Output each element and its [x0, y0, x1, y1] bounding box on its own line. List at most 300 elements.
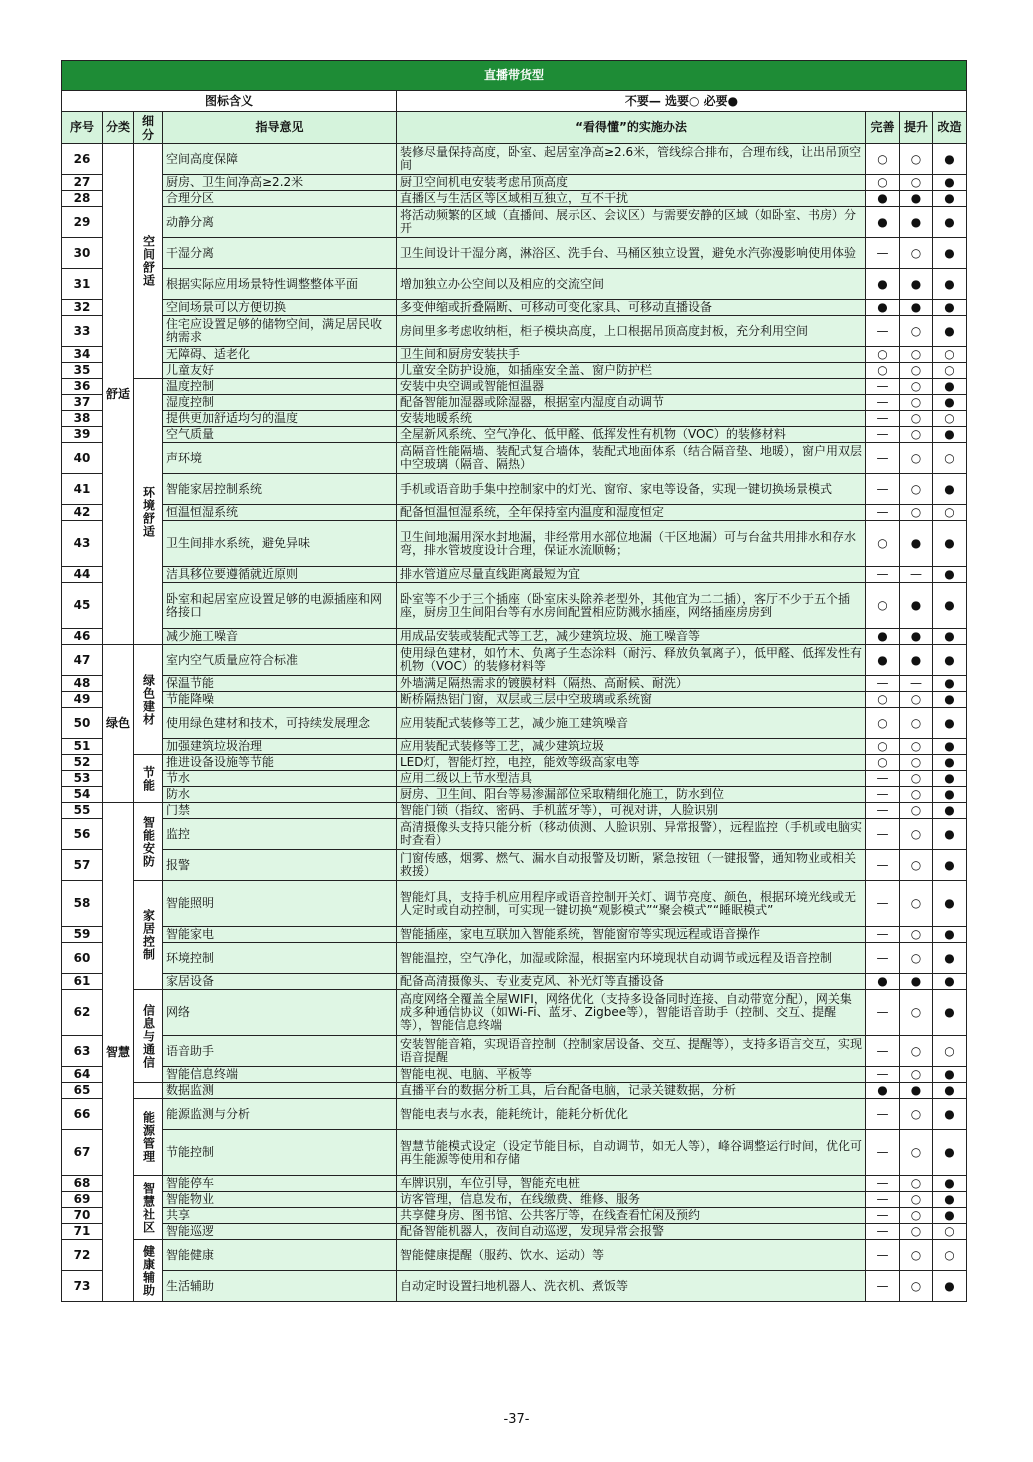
table-row	[62, 1240, 967, 1271]
mark-upgrade: —	[900, 567, 933, 583]
table-row	[62, 755, 967, 771]
guide-cell: 共享	[163, 1208, 397, 1224]
method-cell: 卫生间地漏用深水封地漏，非经常用水部位地漏（干区地漏）可与台盆共用排水和存水弯，排水管坡度设计合理，保证水流顺畅；	[397, 521, 866, 567]
header-renovate: 改造	[933, 112, 967, 144]
table-row	[62, 1036, 967, 1067]
row-number: 26	[62, 144, 103, 175]
subcategory-cell	[134, 1083, 163, 1099]
header-upgrade: 提升	[900, 112, 933, 144]
guide-cell: 厨房、卫生间净高≥2.2米	[163, 175, 397, 191]
table-row	[62, 474, 967, 505]
mark-renovate: ○	[933, 363, 967, 379]
mark-upgrade: ●	[900, 629, 933, 645]
mark-perfect: —	[866, 1176, 900, 1192]
mark-renovate: ●	[933, 708, 967, 739]
subcategory-cell: 信息与通信	[134, 990, 163, 1083]
mark-upgrade: ○	[900, 1192, 933, 1208]
guide-cell: 卫生间排水系统，避免异味	[163, 521, 397, 567]
mark-perfect: —	[866, 411, 900, 427]
mark-perfect: —	[866, 1192, 900, 1208]
guide-cell: 恒温恒湿系统	[163, 505, 397, 521]
mark-perfect: —	[866, 1130, 900, 1176]
legend-row	[62, 91, 967, 112]
mark-upgrade: ○	[900, 427, 933, 443]
mark-perfect: —	[866, 881, 900, 927]
guide-cell: 网络	[163, 990, 397, 1036]
guide-cell: 智能巡逻	[163, 1224, 397, 1240]
row-number: 44	[62, 567, 103, 583]
guide-cell: 智能家居控制系统	[163, 474, 397, 505]
mark-renovate: ●	[933, 819, 967, 850]
guide-cell: 保温节能	[163, 676, 397, 692]
mark-renovate: ●	[933, 692, 967, 708]
mark-renovate: ●	[933, 927, 967, 943]
guide-table-sheet	[61, 60, 966, 1302]
header-no: 序号	[62, 112, 103, 144]
guide-cell: 推进设备设施等节能	[163, 755, 397, 771]
method-cell: 高隔音性能隔墙、装配式复合墙体，装配式地面体系（结合隔音垫、地暖），窗户用双层中空玻璃（隔音、隔热）	[397, 443, 866, 474]
row-number: 50	[62, 708, 103, 739]
mark-perfect: —	[866, 1271, 900, 1302]
mark-perfect: ○	[866, 347, 900, 363]
guide-cell: 洁具移位要遵循就近原则	[163, 567, 397, 583]
table-row	[62, 943, 967, 974]
row-number: 60	[62, 943, 103, 974]
mark-upgrade: ○	[900, 395, 933, 411]
header-subcategory: 细分	[134, 112, 163, 144]
method-cell: 卧室等不少于三个插座（卧室床头除养老型外，其他宜为二二插），客厅不少于五个插座，厨房卫生间阳台等有水房间配置相应防溅水插座，网络插座房房到	[397, 583, 866, 629]
guide-cell: 生活辅助	[163, 1271, 397, 1302]
table-row	[62, 1271, 967, 1302]
method-cell: 智能电视、电脑、平板等	[397, 1067, 866, 1083]
method-cell: 装修尽量保持高度，卧室、起居室净高≥2.6米，管线综合排布，合理布线，让出吊顶空间	[397, 144, 866, 175]
row-number: 54	[62, 787, 103, 803]
mark-upgrade: ○	[900, 850, 933, 881]
mark-perfect: ●	[866, 1083, 900, 1099]
method-cell: 访客管理，信息发布，在线缴费、维修、服务	[397, 1192, 866, 1208]
table-row	[62, 144, 967, 175]
row-number: 33	[62, 316, 103, 347]
row-number: 59	[62, 927, 103, 943]
mark-perfect: —	[866, 505, 900, 521]
method-cell: 全屋新风系统、空气净化、低甲醛、低挥发性有机物（VOC）的装修材料	[397, 427, 866, 443]
mark-renovate: ●	[933, 850, 967, 881]
row-number: 56	[62, 819, 103, 850]
table-row	[62, 787, 967, 803]
table-row	[62, 990, 967, 1036]
mark-upgrade: ●	[900, 521, 933, 567]
category-cell: 绿色	[103, 645, 134, 803]
mark-upgrade: ○	[900, 819, 933, 850]
mark-perfect: ○	[866, 521, 900, 567]
row-number: 34	[62, 347, 103, 363]
method-cell: 手机或语音助手集中控制家中的灯光、窗帘、家电等设备，实现一键切换场景模式	[397, 474, 866, 505]
subcategory-cell: 智能安防	[134, 803, 163, 881]
mark-perfect: —	[866, 567, 900, 583]
row-number: 42	[62, 505, 103, 521]
mark-upgrade: ●	[900, 1083, 933, 1099]
method-cell: 智能电表与水表，能耗统计，能耗分析优化	[397, 1099, 866, 1130]
method-cell: 应用二级以上节水型洁具	[397, 771, 866, 787]
method-cell: 使用绿色建材，如竹木、负离子生态涂料（耐污、释放负氧离子），低甲醛、低挥发性有机物（VOC）的装修材料等	[397, 645, 866, 676]
mark-perfect: —	[866, 379, 900, 395]
mark-upgrade: ○	[900, 379, 933, 395]
mark-renovate: ●	[933, 583, 967, 629]
table-row	[62, 207, 967, 238]
table-row	[62, 269, 967, 300]
mark-upgrade: ○	[900, 505, 933, 521]
mark-perfect: ○	[866, 175, 900, 191]
subcategory-cell: 环境舒适	[134, 379, 163, 645]
mark-renovate: ○	[933, 443, 967, 474]
mark-perfect: —	[866, 771, 900, 787]
mark-upgrade: ○	[900, 1067, 933, 1083]
subcategory-cell: 健康辅助	[134, 1240, 163, 1302]
row-number: 48	[62, 676, 103, 692]
mark-upgrade: ○	[900, 1176, 933, 1192]
method-cell: 智能插座，家电互联加入智能系统，智能窗帘等实现远程或语音操作	[397, 927, 866, 943]
mark-upgrade: ○	[900, 708, 933, 739]
mark-upgrade: ○	[900, 1271, 933, 1302]
method-cell: 配备智能加湿器或除湿器，根据室内湿度自动调节	[397, 395, 866, 411]
mark-perfect: ○	[866, 144, 900, 175]
method-cell: 配备智能机器人，夜间自动巡逻，发现异常会报警	[397, 1224, 866, 1240]
header-category: 分类	[103, 112, 134, 144]
guide-cell: 住宅应设置足够的储物空间，满足居民收纳需求	[163, 316, 397, 347]
row-number: 55	[62, 803, 103, 819]
table-row	[62, 505, 967, 521]
method-cell: 智能灯具，支持手机应用程序或语音控制开关灯、调节亮度、颜色，根据环境光线或无人定时或自动控制，可实现一键切换“观影模式”“聚会模式”“睡眠模式”	[397, 881, 866, 927]
method-cell: 自动定时设置扫地机器人、洗衣机、煮饭等	[397, 1271, 866, 1302]
mark-perfect: —	[866, 238, 900, 269]
mark-renovate: ○	[933, 411, 967, 427]
legend-label: 图标含义	[62, 91, 397, 112]
mark-perfect: —	[866, 676, 900, 692]
row-number: 73	[62, 1271, 103, 1302]
method-cell: 多变伸缩或折叠隔断、可移动可变化家具、可移动直播设备	[397, 300, 866, 316]
mark-upgrade: ○	[900, 175, 933, 191]
mark-perfect: ○	[866, 755, 900, 771]
row-number: 68	[62, 1176, 103, 1192]
mark-perfect: ○	[866, 583, 900, 629]
mark-renovate: ●	[933, 1130, 967, 1176]
method-cell: 增加独立办公空间以及相应的交流空间	[397, 269, 866, 300]
mark-perfect: —	[866, 395, 900, 411]
mark-renovate: ●	[933, 379, 967, 395]
table-row	[62, 974, 967, 990]
method-cell: 儿童安全防护设施，如插座安全盖、窗户防护栏	[397, 363, 866, 379]
guide-cell: 监控	[163, 819, 397, 850]
mark-upgrade: ●	[900, 583, 933, 629]
mark-upgrade: ●	[900, 207, 933, 238]
row-number: 30	[62, 238, 103, 269]
mark-upgrade: ○	[900, 692, 933, 708]
row-number: 37	[62, 395, 103, 411]
mark-perfect: ●	[866, 629, 900, 645]
legend-text: 不要— 选要○ 必要●	[397, 91, 967, 112]
mark-renovate: ●	[933, 300, 967, 316]
table-row	[62, 1224, 967, 1240]
mark-upgrade: ●	[900, 300, 933, 316]
mark-upgrade: ○	[900, 1208, 933, 1224]
mark-perfect: —	[866, 316, 900, 347]
mark-upgrade: ○	[900, 927, 933, 943]
method-cell: 将活动频繁的区域（直播间、展示区、会议区）与需要安静的区域（如卧室、书房）分开	[397, 207, 866, 238]
guide-cell: 声环境	[163, 443, 397, 474]
mark-renovate: ●	[933, 521, 967, 567]
subcategory-cell: 家居控制	[134, 881, 163, 990]
mark-upgrade: ○	[900, 990, 933, 1036]
guide-cell: 使用绿色建材和技术，可持续发展理念	[163, 708, 397, 739]
method-cell: 高清摄像头支持只能分析（移动侦测、人脸识别、异常报警），远程监控（手机或电脑实时查看）	[397, 819, 866, 850]
method-cell: LED灯，智能灯控，电控，能效等级高家电等	[397, 755, 866, 771]
table-row	[62, 676, 967, 692]
mark-renovate: ●	[933, 144, 967, 175]
method-cell: 应用装配式装修等工艺，减少施工建筑噪音	[397, 708, 866, 739]
table-title: 直播带货型	[62, 61, 967, 91]
table-row	[62, 850, 967, 881]
mark-perfect: —	[866, 427, 900, 443]
method-cell: 用成品安装或装配式等工艺，减少建筑垃圾、施工噪音等	[397, 629, 866, 645]
guide-cell: 防水	[163, 787, 397, 803]
mark-renovate: ●	[933, 269, 967, 300]
guide-cell: 空间场景可以方便切换	[163, 300, 397, 316]
row-number: 45	[62, 583, 103, 629]
table-row	[62, 803, 967, 819]
table-row	[62, 739, 967, 755]
table-row	[62, 567, 967, 583]
mark-renovate: ●	[933, 676, 967, 692]
mark-upgrade: ○	[900, 881, 933, 927]
mark-perfect: —	[866, 990, 900, 1036]
table-row	[62, 363, 967, 379]
mark-upgrade: ○	[900, 1240, 933, 1271]
guide-cell: 语音助手	[163, 1036, 397, 1067]
table-row	[62, 1192, 967, 1208]
method-cell: 卫生间和厨房安装扶手	[397, 347, 866, 363]
method-cell: 排水管道应尽量直线距离最短为宜	[397, 567, 866, 583]
mark-renovate: ○	[933, 1240, 967, 1271]
row-number: 58	[62, 881, 103, 927]
table-row	[62, 395, 967, 411]
mark-renovate: ●	[933, 1176, 967, 1192]
row-number: 43	[62, 521, 103, 567]
table-row	[62, 521, 967, 567]
mark-renovate: ●	[933, 974, 967, 990]
mark-upgrade: ○	[900, 1099, 933, 1130]
method-cell: 配备恒温恒湿系统，全年保持室内温度和湿度恒定	[397, 505, 866, 521]
row-number: 40	[62, 443, 103, 474]
mark-upgrade: ○	[900, 316, 933, 347]
method-cell: 卫生间设计干湿分离，淋浴区、洗手台、马桶区独立设置，避免水汽弥漫影响使用体验	[397, 238, 866, 269]
method-cell: 直播平台的数据分析工具，后台配备电脑，记录关键数据，分析	[397, 1083, 866, 1099]
mark-perfect: —	[866, 474, 900, 505]
mark-perfect: —	[866, 943, 900, 974]
row-number: 52	[62, 755, 103, 771]
table-row	[62, 175, 967, 191]
guide-cell: 节能控制	[163, 1130, 397, 1176]
mark-upgrade: ●	[900, 269, 933, 300]
method-cell: 配备高清摄像头、专业麦克风、补光灯等直播设备	[397, 974, 866, 990]
guide-cell: 湿度控制	[163, 395, 397, 411]
row-number: 39	[62, 427, 103, 443]
method-cell: 车牌识别，车位引导，智能充电桩	[397, 1176, 866, 1192]
method-cell: 厨房、卫生间、阳台等易渗漏部位采取精细化施工，防水到位	[397, 787, 866, 803]
mark-upgrade: ○	[900, 755, 933, 771]
row-number: 53	[62, 771, 103, 787]
table-row	[62, 347, 967, 363]
table-row	[62, 771, 967, 787]
mark-perfect: ●	[866, 191, 900, 207]
mark-renovate: ●	[933, 1208, 967, 1224]
table-row	[62, 191, 967, 207]
table-row	[62, 316, 967, 347]
guide-cell: 加强建筑垃圾治理	[163, 739, 397, 755]
mark-perfect: —	[866, 1240, 900, 1271]
guide-cell: 节水	[163, 771, 397, 787]
row-number: 72	[62, 1240, 103, 1271]
table-row	[62, 819, 967, 850]
mark-perfect: —	[866, 850, 900, 881]
mark-renovate: ●	[933, 207, 967, 238]
method-cell: 外墙满足隔热需求的镀膜材料（隔热、高耐候、耐洗）	[397, 676, 866, 692]
guide-cell: 智能停车	[163, 1176, 397, 1192]
mark-renovate: ●	[933, 191, 967, 207]
mark-upgrade: ○	[900, 363, 933, 379]
subcategory-cell: 绿色建材	[134, 645, 163, 755]
row-number: 57	[62, 850, 103, 881]
mark-renovate: ○	[933, 347, 967, 363]
guide-cell: 数据监测	[163, 1083, 397, 1099]
guide-cell: 动静分离	[163, 207, 397, 238]
guide-cell: 减少施工噪音	[163, 629, 397, 645]
method-cell: 智能温控，空气净化，加湿或除湿，根据室内环境现状自动调节或远程及语音控制	[397, 943, 866, 974]
table-row	[62, 238, 967, 269]
header-perfect: 完善	[866, 112, 900, 144]
mark-renovate: ●	[933, 567, 967, 583]
row-number: 69	[62, 1192, 103, 1208]
mark-renovate: ●	[933, 316, 967, 347]
guide-cell: 智能家电	[163, 927, 397, 943]
row-number: 28	[62, 191, 103, 207]
guide-cell: 根据实际应用场景特性调整整体平面	[163, 269, 397, 300]
row-number: 27	[62, 175, 103, 191]
method-cell: 安装中央空调或智能恒温器	[397, 379, 866, 395]
mark-perfect: —	[866, 1036, 900, 1067]
row-number: 70	[62, 1208, 103, 1224]
guide-cell: 无障碍、适老化	[163, 347, 397, 363]
mark-renovate: ●	[933, 645, 967, 676]
mark-renovate: ●	[933, 1099, 967, 1130]
mark-renovate: ●	[933, 803, 967, 819]
category-cell: 智慧	[103, 803, 134, 1302]
table-row	[62, 881, 967, 927]
guide-cell: 智能物业	[163, 1192, 397, 1208]
mark-renovate: ●	[933, 474, 967, 505]
mark-perfect: ●	[866, 974, 900, 990]
method-cell: 应用装配式装修等工艺，减少建筑垃圾	[397, 739, 866, 755]
mark-perfect: ●	[866, 207, 900, 238]
mark-upgrade: ○	[900, 238, 933, 269]
mark-upgrade: ○	[900, 943, 933, 974]
mark-renovate: ●	[933, 990, 967, 1036]
guide-cell: 节能降噪	[163, 692, 397, 708]
row-number: 67	[62, 1130, 103, 1176]
mark-renovate: ●	[933, 755, 967, 771]
mark-upgrade: ○	[900, 1036, 933, 1067]
guide-cell: 能源监测与分析	[163, 1099, 397, 1130]
mark-renovate: ●	[933, 427, 967, 443]
row-number: 51	[62, 739, 103, 755]
row-number: 49	[62, 692, 103, 708]
row-number: 47	[62, 645, 103, 676]
mark-upgrade: ○	[900, 144, 933, 175]
table-row	[62, 1099, 967, 1130]
mark-perfect: —	[866, 1067, 900, 1083]
guide-cell: 空气质量	[163, 427, 397, 443]
header-row	[62, 112, 967, 144]
mark-upgrade: ○	[900, 787, 933, 803]
subcategory-cell: 空间舒适	[134, 144, 163, 379]
mark-perfect: —	[866, 819, 900, 850]
mark-renovate: ●	[933, 629, 967, 645]
method-cell: 智能门锁（指纹、密码、手机蓝牙等），可视对讲，人脸识别	[397, 803, 866, 819]
mark-perfect: ○	[866, 708, 900, 739]
mark-perfect: —	[866, 443, 900, 474]
mark-renovate: ●	[933, 881, 967, 927]
guide-cell: 合理分区	[163, 191, 397, 207]
row-number: 61	[62, 974, 103, 990]
mark-renovate: ●	[933, 1192, 967, 1208]
mark-perfect: ●	[866, 645, 900, 676]
guide-cell: 报警	[163, 850, 397, 881]
mark-perfect: ●	[866, 300, 900, 316]
guide-cell: 智能照明	[163, 881, 397, 927]
row-number: 65	[62, 1083, 103, 1099]
row-number: 71	[62, 1224, 103, 1240]
method-cell: 安装地暖系统	[397, 411, 866, 427]
guide-cell: 温度控制	[163, 379, 397, 395]
row-number: 62	[62, 990, 103, 1036]
mark-renovate: ●	[933, 771, 967, 787]
mark-renovate: ●	[933, 238, 967, 269]
guide-cell: 环境控制	[163, 943, 397, 974]
mark-upgrade: ●	[900, 645, 933, 676]
guide-cell: 提供更加舒适均匀的温度	[163, 411, 397, 427]
mark-perfect: —	[866, 803, 900, 819]
row-number: 32	[62, 300, 103, 316]
table-row	[62, 427, 967, 443]
mark-upgrade: ○	[900, 803, 933, 819]
mark-perfect: —	[866, 787, 900, 803]
subcategory-cell: 能源管理	[134, 1099, 163, 1176]
table-row	[62, 583, 967, 629]
mark-upgrade: ○	[900, 443, 933, 474]
mark-upgrade: ○	[900, 1130, 933, 1176]
mark-upgrade: ○	[900, 1224, 933, 1240]
table-row	[62, 692, 967, 708]
mark-renovate: ○	[933, 505, 967, 521]
guide-table	[61, 60, 967, 1302]
method-cell: 安装智能音箱，实现语音控制（控制家居设备、交互、提醒等），支持多语言交互，实现语音提醒	[397, 1036, 866, 1067]
table-row	[62, 1083, 967, 1099]
row-number: 63	[62, 1036, 103, 1067]
mark-renovate: ●	[933, 1067, 967, 1083]
mark-upgrade: ○	[900, 474, 933, 505]
guide-cell: 干湿分离	[163, 238, 397, 269]
category-cell: 舒适	[103, 144, 134, 645]
title-row	[62, 61, 967, 91]
